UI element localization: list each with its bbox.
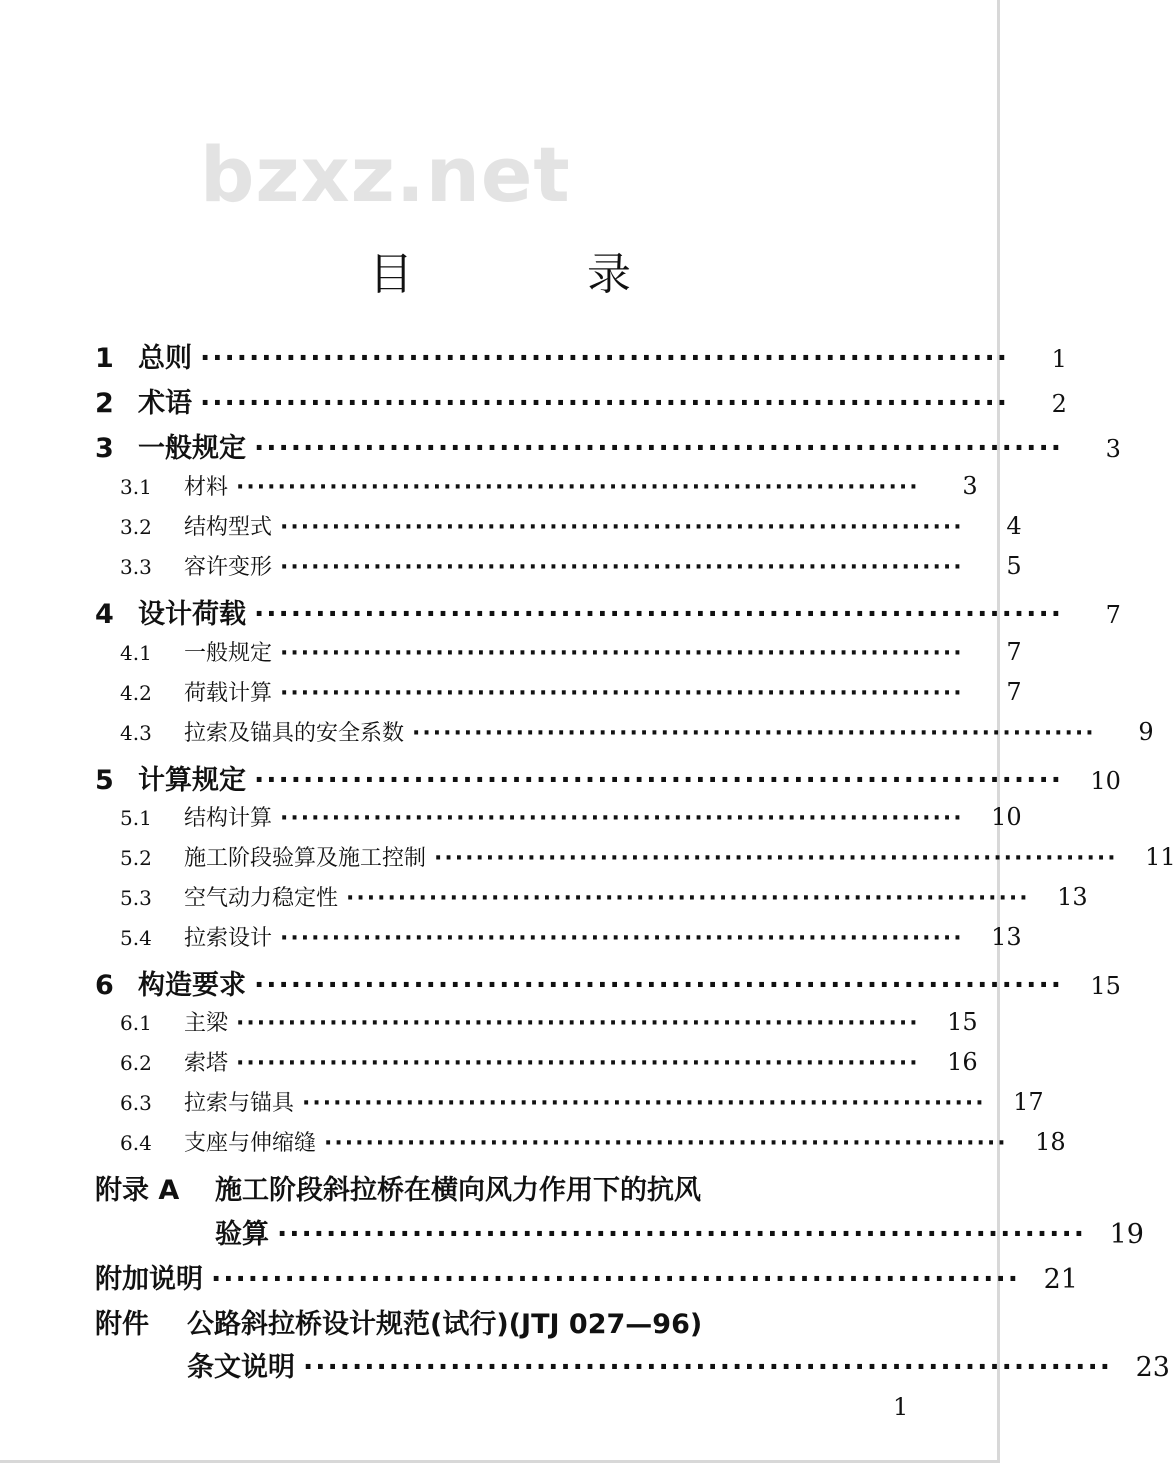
toc-label: 拉索及锚具的安全系数 — [184, 721, 405, 746]
toc-appendix-a-cont[interactable] — [215, 1212, 1144, 1251]
toc-leader: ·································································· — [254, 765, 1063, 796]
toc-appendix-a[interactable] — [95, 1168, 945, 1207]
toc-label: 主梁 — [184, 1011, 229, 1036]
toc-entry[interactable] — [120, 1006, 978, 1037]
toc-page: 21 — [1043, 1264, 1078, 1295]
toc-label: 计算规定 — [138, 765, 246, 796]
toc-number: 3.3 — [120, 555, 152, 579]
toc-number: 5.2 — [120, 846, 152, 870]
attachment-title-line2: 条文说明 — [187, 1352, 295, 1383]
toc-number: 2 — [95, 388, 114, 419]
toc-number: 6.3 — [120, 1091, 152, 1115]
toc-number: 5 — [95, 765, 114, 796]
toc-additional-note[interactable] — [95, 1257, 1078, 1296]
toc-page: 10 — [1090, 767, 1121, 795]
toc-page: 3 — [962, 472, 978, 500]
page-number: 1 — [893, 1393, 909, 1421]
toc-page: 7 — [1006, 638, 1022, 666]
toc-number: 3.1 — [120, 475, 152, 499]
toc-page: 4 — [1006, 512, 1022, 540]
toc-label: 施工阶段验算及施工控制 — [184, 846, 427, 871]
appendix-title-line1: 施工阶段斜拉桥在横向风力作用下的抗风 — [215, 1175, 701, 1206]
toc-entry[interactable] — [120, 881, 1088, 912]
toc-entry[interactable] — [95, 592, 1121, 631]
toc-entry[interactable] — [95, 381, 1067, 420]
toc-page: 16 — [947, 1048, 978, 1076]
toc-page: 17 — [1013, 1088, 1044, 1116]
toc-page: 19 — [1109, 1219, 1144, 1250]
toc-page: 13 — [1057, 883, 1088, 911]
toc-leader: ·································································· — [412, 721, 1096, 746]
toc-label: 结构计算 — [184, 806, 273, 831]
additional-note-label: 附加说明 — [95, 1264, 203, 1295]
toc-entry[interactable] — [95, 758, 1121, 797]
toc-label: 空气动力稳定性 — [184, 886, 339, 911]
toc-entry[interactable] — [120, 510, 1022, 541]
toc-page: 5 — [1006, 552, 1022, 580]
toc-entry[interactable] — [120, 636, 1022, 667]
toc-leader: ·································································· — [280, 515, 964, 540]
attachment-title-line1: 公路斜拉桥设计规范(试行)(JTJ 027—96) — [187, 1309, 703, 1340]
toc-leader: ·································································· — [254, 433, 1063, 464]
toc-label: 结构型式 — [184, 515, 273, 540]
toc-page: 23 — [1135, 1352, 1170, 1383]
toc-leader: ·································································· — [280, 926, 964, 951]
toc-leader: ·································································· — [254, 599, 1063, 630]
toc-page: 10 — [991, 803, 1022, 831]
toc-leader: ·································································· — [280, 681, 964, 706]
toc-leader: ·································································· — [346, 886, 1030, 911]
toc-label: 索塔 — [184, 1051, 229, 1076]
toc-leader: ·································································· — [280, 641, 964, 666]
toc-attachment-cont[interactable] — [187, 1345, 1170, 1384]
toc-label: 一般规定 — [184, 641, 273, 666]
toc-page: 7 — [1105, 601, 1121, 629]
toc-page: 9 — [1138, 718, 1154, 746]
toc-entry[interactable] — [95, 963, 1121, 1002]
toc-entry[interactable] — [120, 470, 978, 501]
toc-number: 5.4 — [120, 926, 152, 950]
toc-leader: ·································································· — [434, 846, 1118, 871]
toc-number: 4.2 — [120, 681, 152, 705]
toc-leader: ·································································· — [302, 1091, 986, 1116]
toc-entry[interactable] — [120, 921, 1022, 952]
toc-entry[interactable] — [120, 716, 1154, 747]
toc-leader: ·································································· — [236, 475, 920, 500]
toc-leader: ·································································· — [200, 388, 1009, 419]
toc-leader: ·································································· — [236, 1051, 920, 1076]
toc-label: 材料 — [184, 475, 229, 500]
toc-attachment[interactable] — [95, 1302, 945, 1341]
toc-entry[interactable] — [120, 676, 1022, 707]
toc-number: 5.1 — [120, 806, 152, 830]
toc-entry[interactable] — [120, 1046, 978, 1077]
toc-label: 支座与伸缩缝 — [184, 1131, 317, 1156]
toc-page: 3 — [1105, 435, 1121, 463]
toc-number: 4 — [95, 599, 114, 630]
toc-number: 6.4 — [120, 1131, 152, 1155]
toc-number: 6 — [95, 970, 114, 1001]
toc-leader: ·································································· — [200, 343, 1009, 374]
toc-leader: ·································································· — [254, 970, 1063, 1001]
toc-label: 总则 — [138, 343, 192, 374]
toc-entry[interactable] — [95, 426, 1121, 465]
toc-page: 18 — [1035, 1128, 1066, 1156]
toc-leader: ·································································· — [280, 555, 964, 580]
toc-number: 4.1 — [120, 641, 152, 665]
toc-leader: ·································································· — [303, 1352, 1112, 1383]
attachment-prefix: 附件 — [95, 1309, 149, 1340]
appendix-prefix: 附录 A — [95, 1175, 180, 1206]
toc-entry[interactable] — [120, 841, 1176, 872]
toc-label: 拉索与锚具 — [184, 1091, 295, 1116]
toc-number: 1 — [95, 343, 114, 374]
toc-label: 设计荷载 — [138, 599, 246, 630]
toc-leader: ·································································· — [324, 1131, 1008, 1156]
toc-number: 4.3 — [120, 721, 152, 745]
page-title: 目 录 — [369, 249, 711, 300]
toc-page: 13 — [991, 923, 1022, 951]
toc-entry[interactable] — [120, 1126, 1066, 1157]
watermark: bzxz.net — [200, 130, 571, 219]
toc-label: 术语 — [138, 388, 192, 419]
toc-leader: ·································································· — [236, 1011, 920, 1036]
toc-page: 7 — [1006, 678, 1022, 706]
toc-entry[interactable] — [95, 336, 1067, 375]
toc-page: 15 — [947, 1008, 978, 1036]
toc-label: 容许变形 — [184, 555, 273, 580]
toc-label: 一般规定 — [138, 433, 246, 464]
toc-entry[interactable] — [120, 801, 1022, 832]
toc-leader: ·································································· — [211, 1264, 1020, 1295]
appendix-title-line2: 验算 — [215, 1219, 269, 1250]
toc-label: 荷载计算 — [184, 681, 273, 706]
toc-page: 2 — [1051, 390, 1067, 418]
toc-label: 拉索设计 — [184, 926, 273, 951]
toc-label: 构造要求 — [138, 970, 246, 1001]
toc-number: 3.2 — [120, 515, 152, 539]
toc-leader: ·································································· — [277, 1219, 1086, 1250]
toc-number: 5.3 — [120, 886, 152, 910]
toc-number: 6.1 — [120, 1011, 152, 1035]
toc-number: 3 — [95, 433, 114, 464]
toc-entry[interactable] — [120, 1086, 1044, 1117]
toc-page: 15 — [1090, 972, 1121, 1000]
toc-entry[interactable] — [120, 550, 1022, 581]
toc-number: 6.2 — [120, 1051, 152, 1075]
toc-leader: ·································································· — [280, 806, 964, 831]
toc-page: 11 — [1145, 843, 1176, 871]
toc-page: 1 — [1051, 345, 1067, 373]
